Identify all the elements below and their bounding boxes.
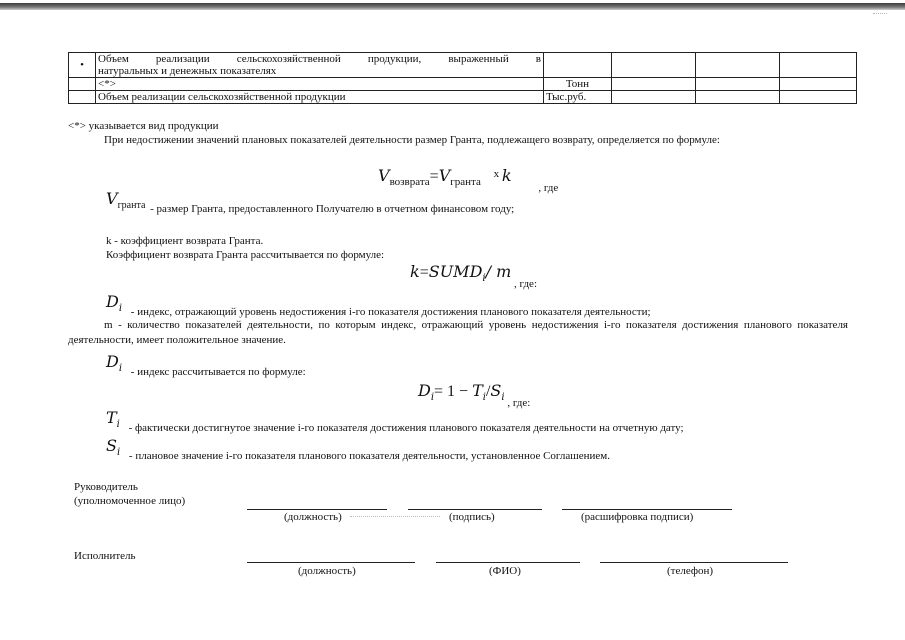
head-signature-label: (подпись) (449, 511, 495, 523)
di-definition: Di - индекс, отражающий уровень недостижения i-го показателя достижения планового показателя деятельности; (106, 292, 651, 318)
table-row (69, 53, 857, 78)
head-position-label: (должность) (284, 511, 342, 523)
vgrant-definition: Vгранта - размер Гранта, предоставленного Получателю в отчетном финансовом году; (106, 189, 515, 215)
table-cell-bullet (69, 91, 96, 104)
table-cell (612, 91, 696, 104)
m-definition: m - количество показателей деятельности, по которым индекс, отражающий уровень недостижения i-го показателя достижения планового показателя деятельности, имеет положительное значение. (68, 319, 848, 346)
executor-phone-label: (телефон) (667, 565, 714, 577)
head-title: Руководитель (74, 481, 138, 493)
table-cell-unit (544, 53, 612, 78)
scan-artifact (873, 13, 887, 22)
table-cell (696, 53, 780, 78)
indicator-text-line2: натуральных и денежных показателях (98, 65, 277, 77)
k-calculation-intro: Коэффициент возврата Гранта рассчитывается по формуле: (106, 249, 385, 261)
formula-coefficient: k=SUMDi/ m , где: (410, 262, 537, 290)
table-cell-indicator (96, 53, 544, 78)
di-calculation-intro: Di - индекс рассчитывается по формуле: (106, 352, 306, 378)
table-cell (696, 78, 780, 91)
ti-definition: Ti - фактически достигнутое значение i-го показателя достижения планового показателя деятельности на отчетную дату; (106, 408, 684, 434)
table-row (69, 91, 857, 104)
table-cell (780, 78, 857, 91)
head-decoding-label: (расшифровка подписи) (581, 511, 694, 523)
table-cell-indicator: <*> (96, 78, 544, 91)
table-cell-indicator: Объем реализации сельскохозяйственной продукции (96, 91, 544, 104)
scan-top-edge (0, 3, 905, 10)
table-cell (612, 78, 696, 91)
indicator-text-line1: Объем реализации сельскохозяйственной продукции, выраженный в (98, 53, 541, 65)
scan-dots (350, 516, 440, 517)
executor-position-label: (должность) (298, 565, 356, 577)
k-definition: k - коэффициент возврата Гранта. (106, 235, 264, 247)
executor-line-name (436, 562, 580, 563)
table-cell (780, 53, 857, 78)
executor-line-position (247, 562, 415, 563)
executor-name-label: (ФИО) (489, 565, 521, 577)
table-cell-unit: Тыс.руб. (544, 91, 612, 104)
signature-line-position (247, 509, 387, 510)
formula-index: Di= 1 − Ti/Si , где: (418, 381, 531, 409)
executor-line-phone (600, 562, 788, 563)
table-cell (612, 53, 696, 78)
table-cell (696, 91, 780, 104)
table-cell (780, 91, 857, 104)
si-definition: Si - плановое значение i-го показателя планового показателя деятельности, установленное Соглашением. (106, 436, 610, 462)
signature-line-signature (408, 509, 542, 510)
formula-refund: Vвозврата=Vгранта x k , где (378, 166, 559, 194)
head-subtitle: (уполномоченное лицо) (74, 495, 186, 507)
product-type-note: <*> указывается вид продукции (68, 120, 219, 132)
table-cell-unit: Тонн (544, 78, 612, 91)
intro-paragraph: При недостижении значений плановых показателей деятельности размер Гранта, подлежащего возврату, определяется по формуле: (104, 134, 720, 146)
table-cell-bullet: • (69, 53, 96, 78)
executor-title: Исполнитель (74, 550, 136, 562)
table-cell-bullet (69, 78, 96, 91)
indicators-table (68, 52, 857, 104)
signature-line-decoding (562, 509, 732, 510)
table-row (69, 78, 857, 91)
